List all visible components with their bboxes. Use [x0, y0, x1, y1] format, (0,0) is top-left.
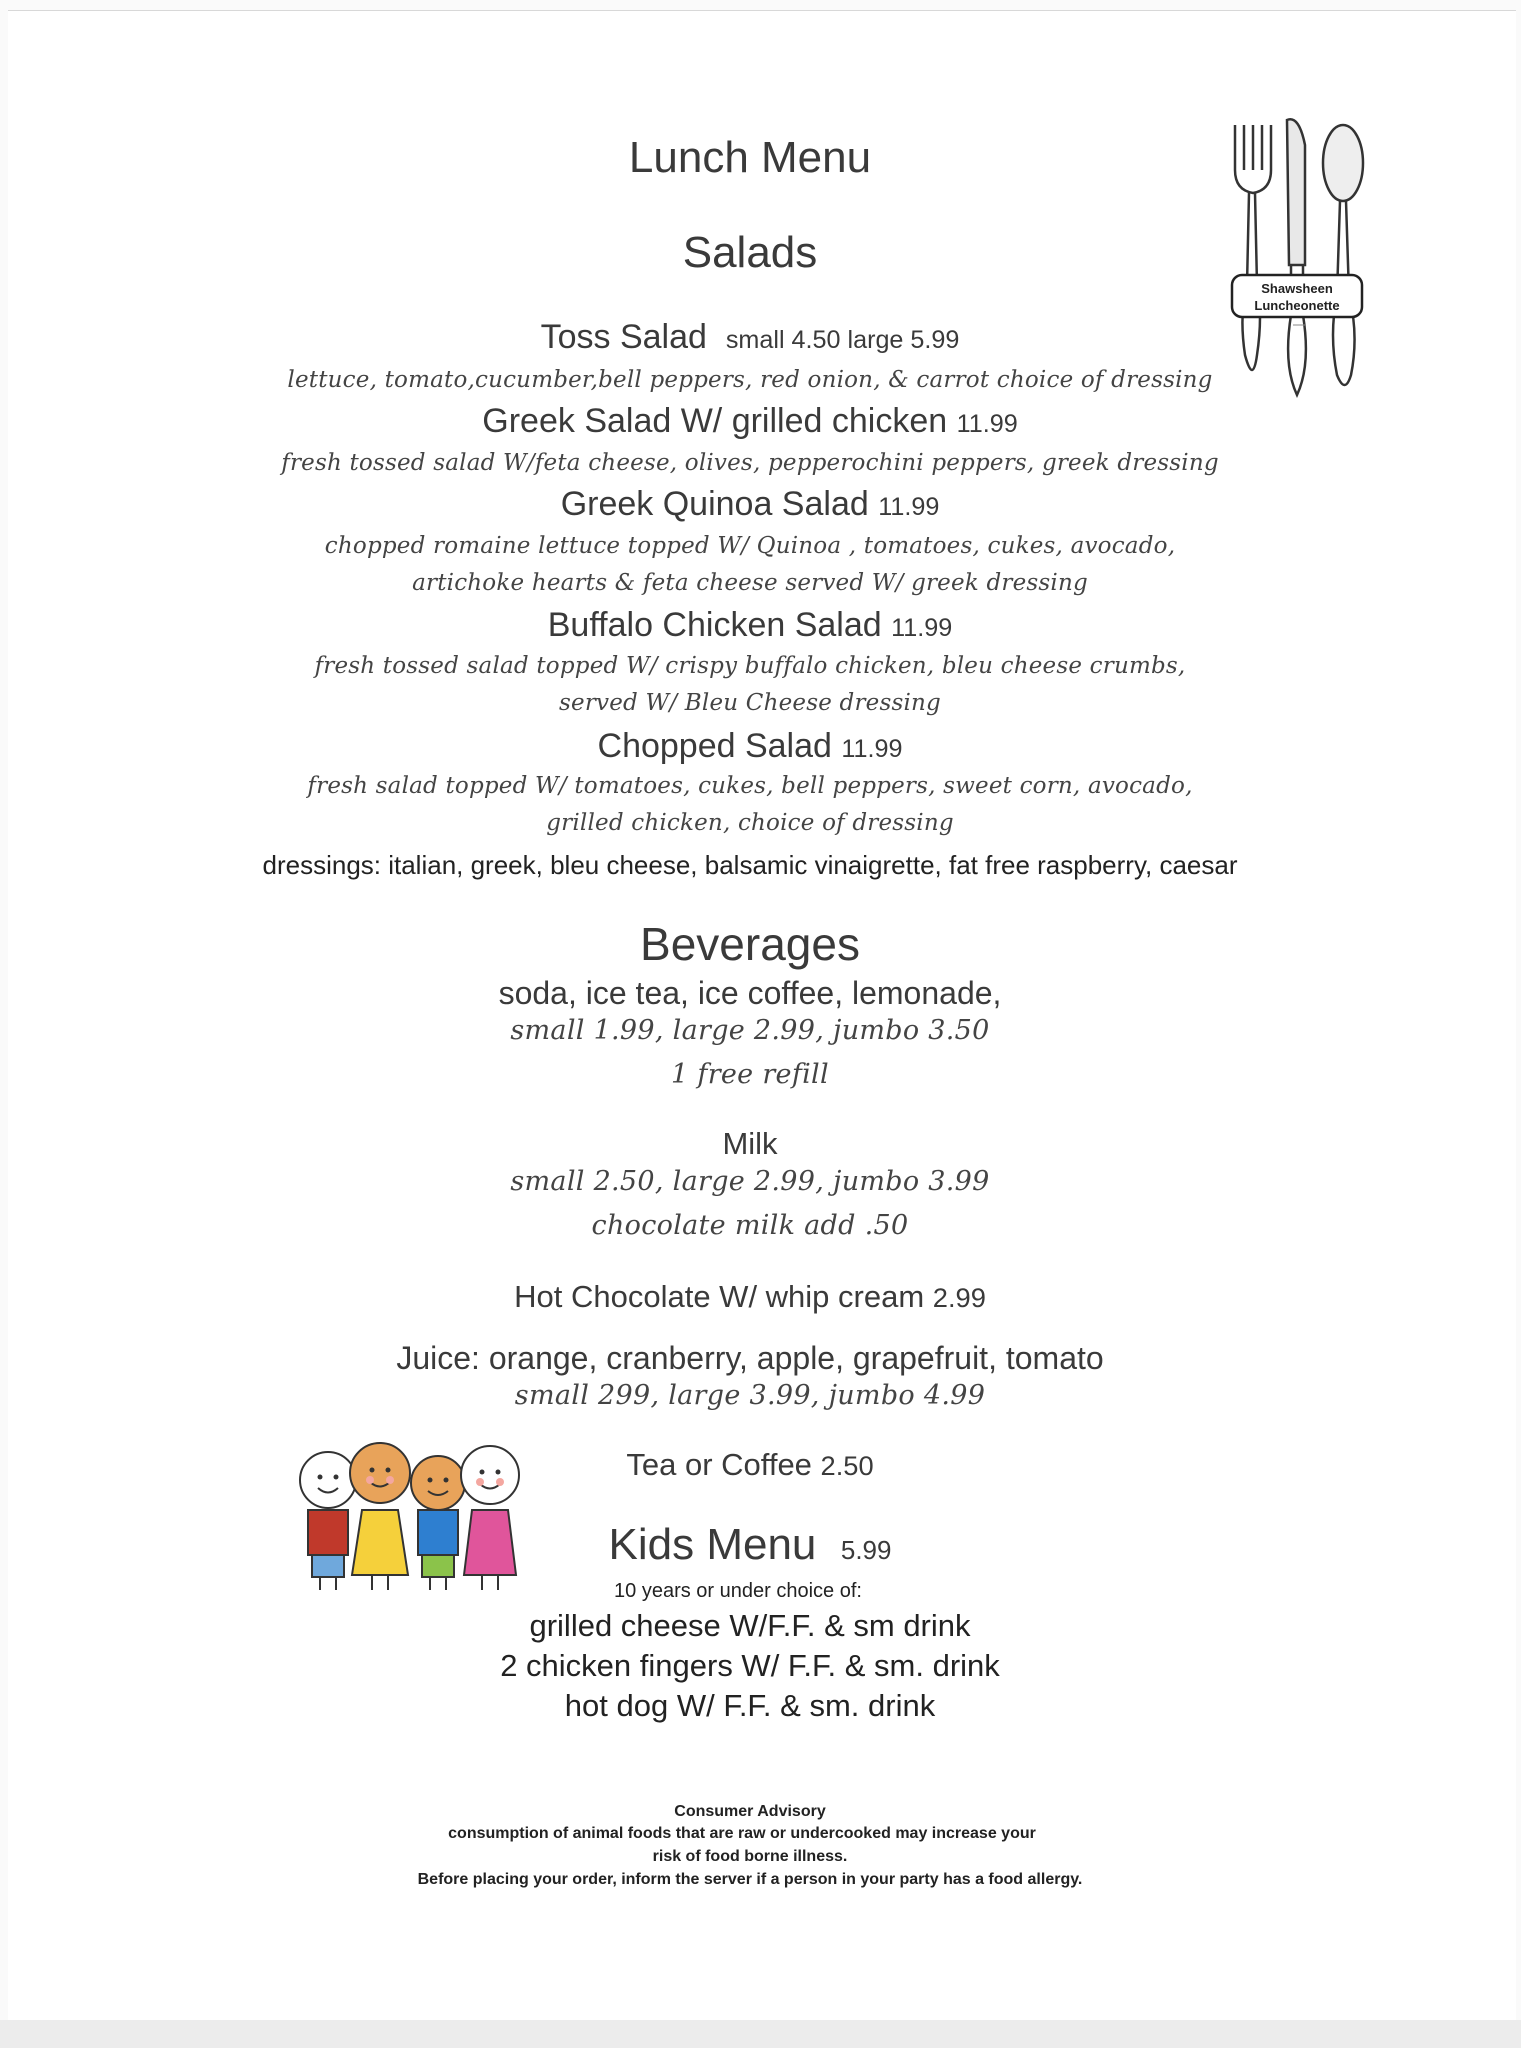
- menu-title: Lunch Menu: [628, 133, 872, 182]
- kids-menu-heading-row: [0, 1520, 1500, 1570]
- salad-item: [0, 318, 1500, 357]
- salad-desc: fresh salad topped W/ tomatoes, cukes, bell peppers, sweet corn, avocado,: [307, 773, 1193, 799]
- salad-price: 11.99: [956, 410, 1018, 438]
- salad-desc: grilled chicken, choice of dressing: [546, 810, 954, 836]
- salad-desc: lettuce, tomato,cucumber,bell peppers, red onion, & carrot choice of dressing: [287, 367, 1213, 393]
- salad-item: [0, 606, 1500, 645]
- milk-sizes: small 2.50, large 2.99, jumbo 3.99: [510, 1166, 990, 1197]
- hot-chocolate-price: 2.99: [932, 1282, 986, 1313]
- kids-menu-heading: Kids Menu: [608, 1520, 817, 1569]
- milk-note: chocolate milk add .50: [591, 1210, 909, 1241]
- kids-menu-item: hot dog W/ F.F. & sm. drink: [564, 1688, 936, 1723]
- kids-menu-item: grilled cheese W/F.F. & sm drink: [529, 1608, 971, 1643]
- salad-name: Toss Salad: [540, 318, 707, 356]
- page-bottom-edge: [0, 2020, 1521, 2048]
- beverages-heading: Beverages: [640, 918, 860, 970]
- salad-item: [0, 485, 1500, 524]
- tea-coffee-name: Tea or Coffee: [626, 1447, 812, 1482]
- salad-price: 11.99: [878, 493, 940, 521]
- advisory-line: risk of food borne illness.: [652, 1848, 848, 1865]
- salad-desc: artichoke hearts & feta cheese served W/ greek dressing: [412, 570, 1088, 596]
- salad-price: small 4.50 large 5.99: [725, 326, 960, 354]
- logo-line-2: Luncheonette: [1254, 298, 1340, 313]
- salad-desc: fresh tossed salad W/feta cheese, olives, pepperochini peppers, greek dressing: [281, 450, 1219, 476]
- salads-heading: Salads: [682, 228, 818, 277]
- salad-price: 11.99: [841, 735, 903, 763]
- dressings-list: dressings: italian, greek, bleu cheese, balsamic vinaigrette, fat free raspberry, caesar: [262, 850, 1238, 880]
- hot-chocolate-name: Hot Chocolate W/ whip cream: [514, 1279, 925, 1314]
- hot-chocolate-item: [0, 1279, 1500, 1315]
- juice-line: Juice: orange, cranberry, apple, grapefruit, tomato: [396, 1340, 1104, 1376]
- salad-name: Chopped Salad: [597, 727, 832, 765]
- kids-menu-note: 10 years or under choice of:: [614, 1580, 862, 1602]
- advisory-line: consumption of animal foods that are raw or undercooked may increase your: [448, 1825, 1036, 1842]
- soda-sizes: small 1.99, large 2.99, jumbo 3.50: [510, 1015, 990, 1046]
- salad-price: 11.99: [891, 614, 953, 642]
- soda-refill-note: 1 free refill: [671, 1059, 829, 1090]
- salad-desc: fresh tossed salad topped W/ crispy buffalo chicken, bleu cheese crumbs,: [314, 653, 1186, 679]
- salad-desc: served W/ Bleu Cheese dressing: [559, 690, 941, 716]
- juice-sizes: small 299, large 3.99, jumbo 4.99: [514, 1380, 986, 1411]
- salad-name: Greek Salad W/ grilled chicken: [482, 402, 948, 440]
- advisory-heading: Consumer Advisory: [674, 1803, 826, 1820]
- salad-name: Greek Quinoa Salad: [560, 485, 869, 523]
- salad-desc: chopped romaine lettuce topped W/ Quinoa , tomatoes, cukes, avocado,: [324, 533, 1176, 559]
- salad-item: [0, 402, 1500, 441]
- soda-line: soda, ice tea, ice coffee, lemonade,: [498, 975, 1002, 1011]
- tea-coffee-price: 2.50: [820, 1450, 874, 1481]
- logo-line-1: Shawsheen: [1261, 281, 1333, 296]
- kids-illustration: [290, 1425, 550, 1600]
- salad-item: [0, 727, 1500, 766]
- kids-menu-item: 2 chicken fingers W/ F.F. & sm. drink: [500, 1648, 1000, 1683]
- kids-menu-price: 5.99: [840, 1535, 892, 1565]
- milk-name: Milk: [722, 1126, 778, 1161]
- advisory-line: Before placing your order, inform the server if a person in your party has a food allergy.: [417, 1871, 1083, 1888]
- salad-name: Buffalo Chicken Salad: [547, 606, 882, 644]
- tea-coffee-item: [0, 1447, 1500, 1483]
